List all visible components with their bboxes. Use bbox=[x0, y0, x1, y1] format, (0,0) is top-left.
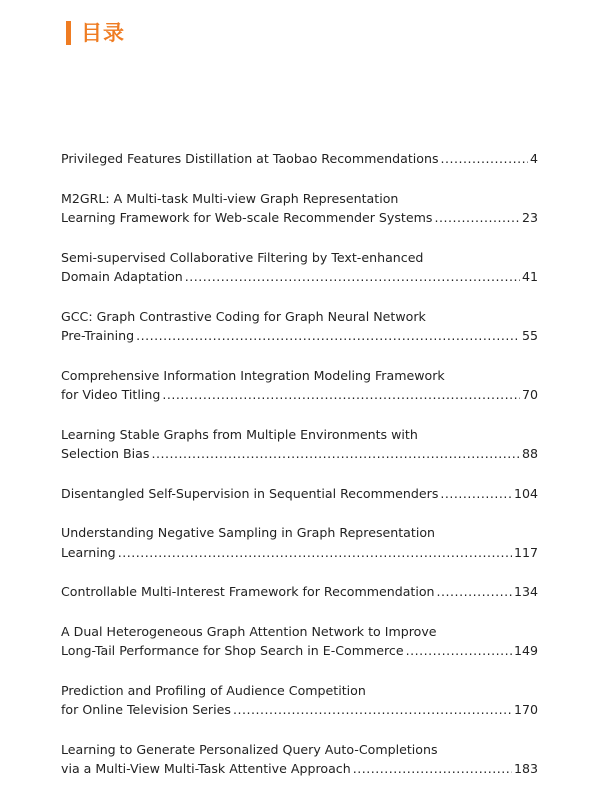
toc-entry-page-number: 134 bbox=[513, 584, 538, 599]
toc-entry-title-line: Controllable Multi-Interest Framework for Recommendation bbox=[61, 584, 435, 599]
toc-entry-page-number: 183 bbox=[513, 761, 538, 776]
toc-entry-title-line: Domain Adaptation bbox=[61, 269, 183, 284]
dot-leader bbox=[185, 267, 520, 287]
toc-entry-last-line bbox=[61, 484, 538, 504]
toc-entry[interactable] bbox=[61, 366, 538, 405]
toc-entry-title-line: Comprehensive Information Integration Modeling Framework bbox=[61, 367, 445, 383]
toc-entry-title-line: Disentangled Self-Supervision in Sequential Recommenders bbox=[61, 485, 439, 501]
header-accent-bar bbox=[66, 21, 71, 45]
toc-entry-last-line bbox=[61, 543, 538, 563]
toc-entry-title-line: Prediction and Profiling of Audience Competition bbox=[61, 682, 366, 698]
dot-leader bbox=[406, 641, 512, 661]
toc-entry-last-line bbox=[61, 385, 538, 405]
dot-leader bbox=[233, 700, 512, 720]
toc-entry-title-line: Learning Stable Graphs from Multiple Environments with bbox=[61, 426, 418, 442]
toc-entry-title-line: Learning to Generate Personalized Query Auto-Completions bbox=[61, 741, 438, 757]
toc-entry[interactable] bbox=[61, 248, 538, 287]
dot-leader bbox=[136, 326, 520, 346]
toc-entry-title-line: for Video Titling bbox=[61, 387, 161, 402]
toc-entry-title-line: for Online Television Series bbox=[61, 702, 231, 717]
toc-entry-title-line: Privileged Features Distillation at Taobao Recommendations bbox=[61, 151, 439, 166]
toc-entry-last-line bbox=[61, 326, 538, 346]
toc-entry-page-number: 117 bbox=[513, 544, 538, 560]
toc-entry[interactable] bbox=[61, 740, 538, 779]
table-of-contents bbox=[61, 149, 538, 799]
toc-entry-title-line: Semi-supervised Collaborative Filtering by Text-enhanced bbox=[61, 249, 424, 265]
toc-entry-page-number: 23 bbox=[521, 210, 538, 225]
toc-entry-page-number: 55 bbox=[521, 328, 538, 343]
dot-leader bbox=[440, 484, 512, 504]
toc-entry[interactable] bbox=[61, 484, 538, 504]
toc-entry[interactable] bbox=[61, 523, 538, 562]
dot-leader bbox=[118, 543, 512, 563]
toc-entry-title-line: GCC: Graph Contrastive Coding for Graph Neural Network bbox=[61, 308, 426, 324]
toc-entry-page-number: 88 bbox=[521, 446, 538, 461]
toc-entry-last-line bbox=[61, 641, 538, 661]
toc-entry[interactable] bbox=[61, 149, 538, 169]
toc-entry[interactable] bbox=[61, 681, 538, 720]
toc-entry-last-line bbox=[61, 208, 538, 228]
toc-entry[interactable] bbox=[61, 582, 538, 602]
dot-leader bbox=[437, 582, 512, 602]
toc-entry-page-number: 149 bbox=[513, 643, 538, 658]
toc-entry-page-number: 4 bbox=[529, 151, 538, 166]
page-title: 目录 bbox=[81, 21, 125, 45]
toc-entry-last-line bbox=[61, 582, 538, 602]
dot-leader bbox=[434, 208, 520, 228]
toc-entry-last-line bbox=[61, 700, 538, 720]
toc-entry-title-line: Long-Tail Performance for Shop Search in E-Commerce bbox=[61, 643, 404, 658]
toc-entry[interactable] bbox=[61, 307, 538, 346]
toc-header bbox=[66, 20, 125, 46]
toc-entry-title-line: A Dual Heterogeneous Graph Attention Network to Improve bbox=[61, 623, 437, 639]
dot-leader bbox=[353, 759, 512, 779]
toc-entry-page-number: 104 bbox=[513, 485, 538, 501]
toc-entry-page-number: 70 bbox=[521, 387, 538, 402]
toc-entry-title-line: Learning bbox=[61, 544, 116, 560]
dot-leader bbox=[162, 385, 520, 405]
toc-entry-last-line bbox=[61, 149, 538, 169]
toc-entry-last-line bbox=[61, 444, 538, 464]
dot-leader bbox=[441, 149, 528, 169]
toc-entry-page-number: 170 bbox=[513, 702, 538, 717]
toc-entry-title-line: M2GRL: A Multi-task Multi-view Graph Representation bbox=[61, 190, 399, 206]
toc-entry-page-number: 41 bbox=[521, 269, 538, 284]
toc-entry-title-line: Pre-Training bbox=[61, 328, 135, 343]
toc-entry-title-line: Learning Framework for Web-scale Recommender Systems bbox=[61, 210, 433, 225]
toc-entry[interactable] bbox=[61, 425, 538, 464]
toc-entry-title-line: Understanding Negative Sampling in Graph Representation bbox=[61, 525, 436, 540]
toc-entry-title-line: via a Multi-View Multi-Task Attentive Approach bbox=[61, 761, 351, 776]
toc-entry-last-line bbox=[61, 759, 538, 779]
toc-entry-last-line bbox=[61, 267, 538, 287]
toc-entry[interactable] bbox=[61, 189, 538, 228]
toc-entry[interactable] bbox=[61, 622, 538, 661]
toc-entry-title-line: Selection Bias bbox=[61, 446, 150, 461]
dot-leader bbox=[151, 444, 520, 464]
